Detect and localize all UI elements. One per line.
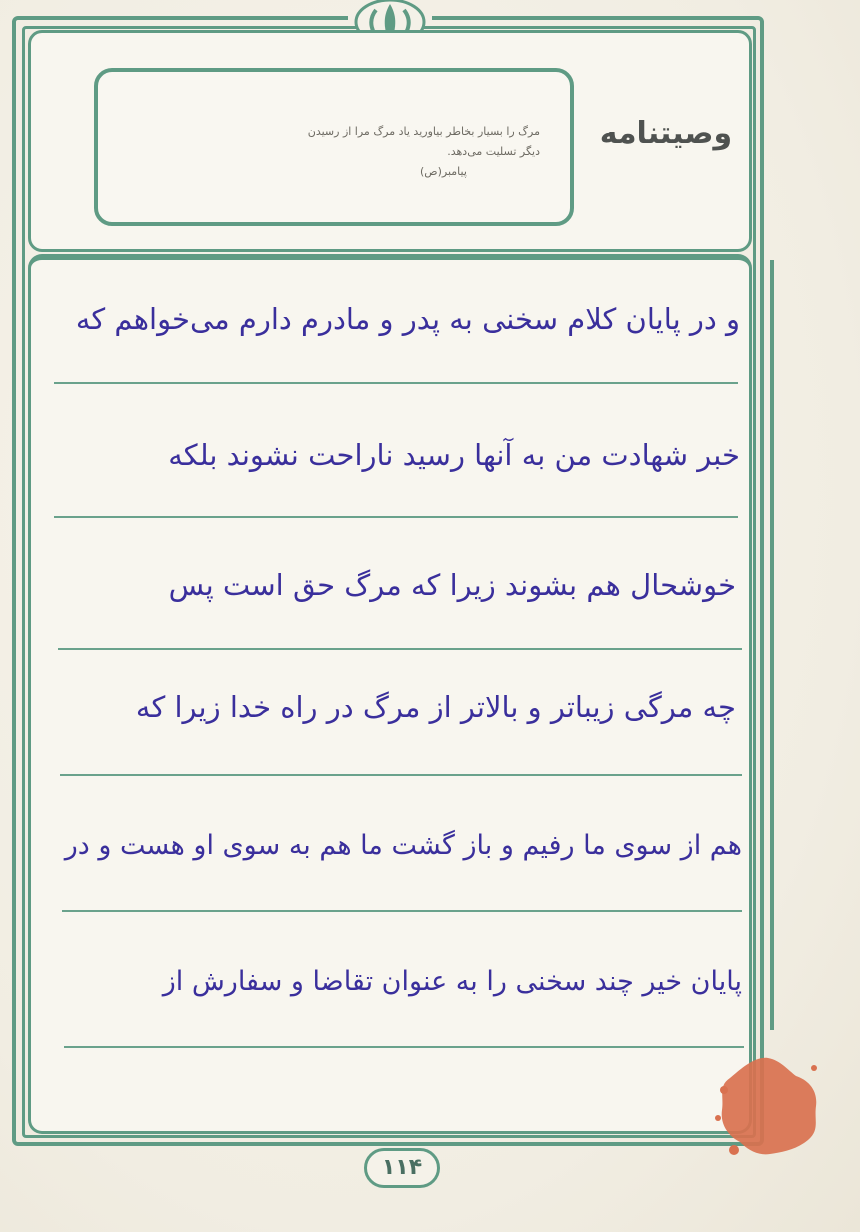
handwritten-line: هم از سوی ما رفیم و باز گشت ما هم به سوی او هست و در <box>64 830 742 861</box>
ruled-line <box>58 648 742 650</box>
hadith-quote <box>120 122 540 182</box>
ruled-line <box>60 774 742 776</box>
quote-line: دیگر تسلیت می‌دهد. <box>447 145 540 158</box>
quote-line: پیامبر(ص) <box>420 165 467 178</box>
page-title: وصیتنامه <box>599 116 733 151</box>
handwritten-line: خبر شهادت من به آنها رسید ناراحت نشوند بلکه <box>168 438 740 472</box>
page-number-badge <box>364 1148 440 1188</box>
handwritten-line: پایان خیر چند سخنی را به عنوان تقاضا و سفارش از <box>162 966 742 997</box>
handwritten-line: چه مرگی زیباتر و بالاتر از مرگ در راه خدا زیرا که <box>135 690 736 724</box>
quote-line: مرگ را بسیار بخاطر بیاورید یاد مرگ مرا از رسیدن <box>307 125 540 138</box>
ruled-line <box>54 516 738 518</box>
ruled-line <box>62 910 742 912</box>
handwritten-line: خوشحال هم بشوند زیرا که مرگ حق است پس <box>168 568 736 602</box>
page-number: ۱۱۴ <box>381 1155 423 1180</box>
frame-right-rule <box>770 260 774 1030</box>
handwritten-line: و در پایان کلام سخنی به پدر و مادرم دارم می‌خواهم که <box>75 302 740 336</box>
ruled-line <box>64 1046 744 1048</box>
ink-stain-icon <box>710 1050 825 1160</box>
ruled-line <box>54 382 738 384</box>
